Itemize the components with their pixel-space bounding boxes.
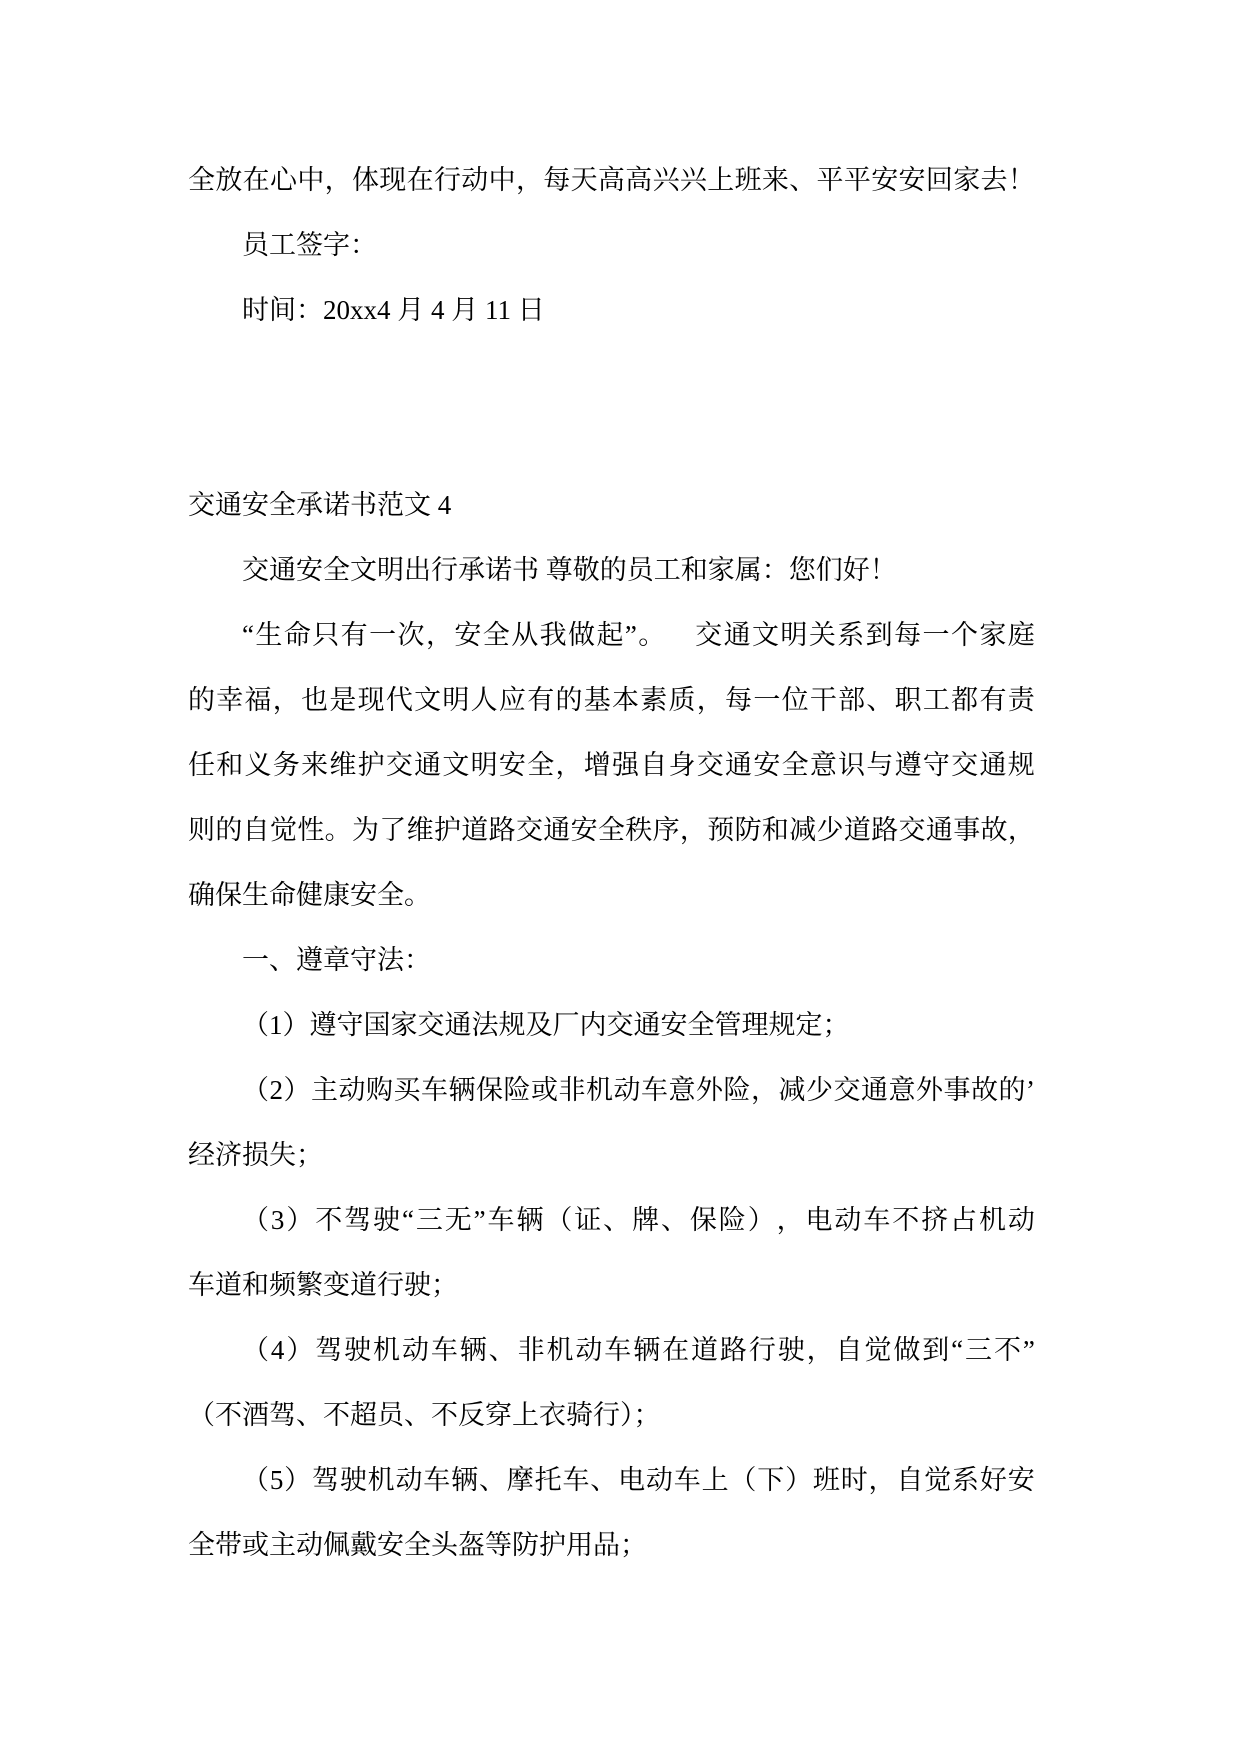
paragraph-continuation-line: 全 放 在 心 中 ， 体 现 在 行 动 中 ， 每 天 高 高 兴 兴 上 班 来 、 平 平 安 安 回 家 去 ！: [188, 165, 1035, 195]
body-line: 任 和 义 务 来 维 护 交 通 文 明 安 全 ， 增 强 自 身 交 通 安 全 意 识 与 遵 守 交 通 规: [188, 750, 1035, 780]
list-item-continuation-line: （不酒驾、不超员、不反穿上衣骑行）；: [188, 1400, 661, 1430]
list-item-line: （ 3 ） 不 驾 驶 “ 三 无 ” 车 辆 （ 证 、 牌 、 保 险 ） ， 电 动 车 不 挤 占 机 动: [242, 1205, 1035, 1235]
list-item-line: （ 5 ） 驾 驶 机 动 车 辆 、 摩 托 车 、 电 动 车 上 （ 下 ） 班 时 ， 自 觉 系 好 安: [242, 1465, 1035, 1495]
list-item-continuation-line: 全带或主动佩戴安全头盔等防护用品；: [188, 1530, 647, 1560]
body-line: “ 生 命 只 有 一 次 ， 安 全 从 我 做 起 ” 。 交 通 文 明 关 系 到 每 一 个 家 庭: [242, 620, 1035, 650]
list-item-continuation-line: 经济损失；: [188, 1140, 323, 1170]
body-line: 的 幸 福 ， 也 是 现 代 文 明 人 应 有 的 基 本 素 质 ， 每 一 位 干 部 、 职 工 都 有 责: [188, 685, 1035, 715]
section-heading: 交通安全承诺书范文 4: [188, 490, 452, 520]
list-item-line: （ 2 ） 主 动 购 买 车 辆 保 险 或 非 机 动 车 意 外 险 ， 减 少 交 通 意 外 事 故 的 ’: [242, 1075, 1035, 1105]
body-line: 则 的 自 觉 性 。 为 了 维 护 道 路 交 通 安 全 秩 序 ， 预 防 和 减 少 道 路 交 通 事 故 ，: [188, 815, 1035, 845]
signature-line: 员工签字：: [242, 230, 377, 260]
list-item-continuation-line: 车道和频繁变道行驶；: [188, 1270, 458, 1300]
document-body: [188, 148, 1035, 1578]
date-line: 时间：20xx4 月 4 月 11 日: [242, 295, 545, 325]
list-heading-line: 一、遵章守法：: [242, 945, 431, 975]
subtitle-salutation-line: 交通安全文明出行承诺书 尊敬的员工和家属：您们好！: [242, 555, 897, 585]
body-line: 确保生命健康安全。: [188, 880, 431, 910]
blank-gap: [188, 343, 1035, 473]
list-item-line: （ 4 ） 驾 驶 机 动 车 辆 、 非 机 动 车 辆 在 道 路 行 驶 ， 自 觉 做 到 “ 三 不 ”: [242, 1335, 1035, 1365]
list-item-line: （1）遵守国家交通法规及厂内交通安全管理规定；: [242, 1010, 850, 1040]
